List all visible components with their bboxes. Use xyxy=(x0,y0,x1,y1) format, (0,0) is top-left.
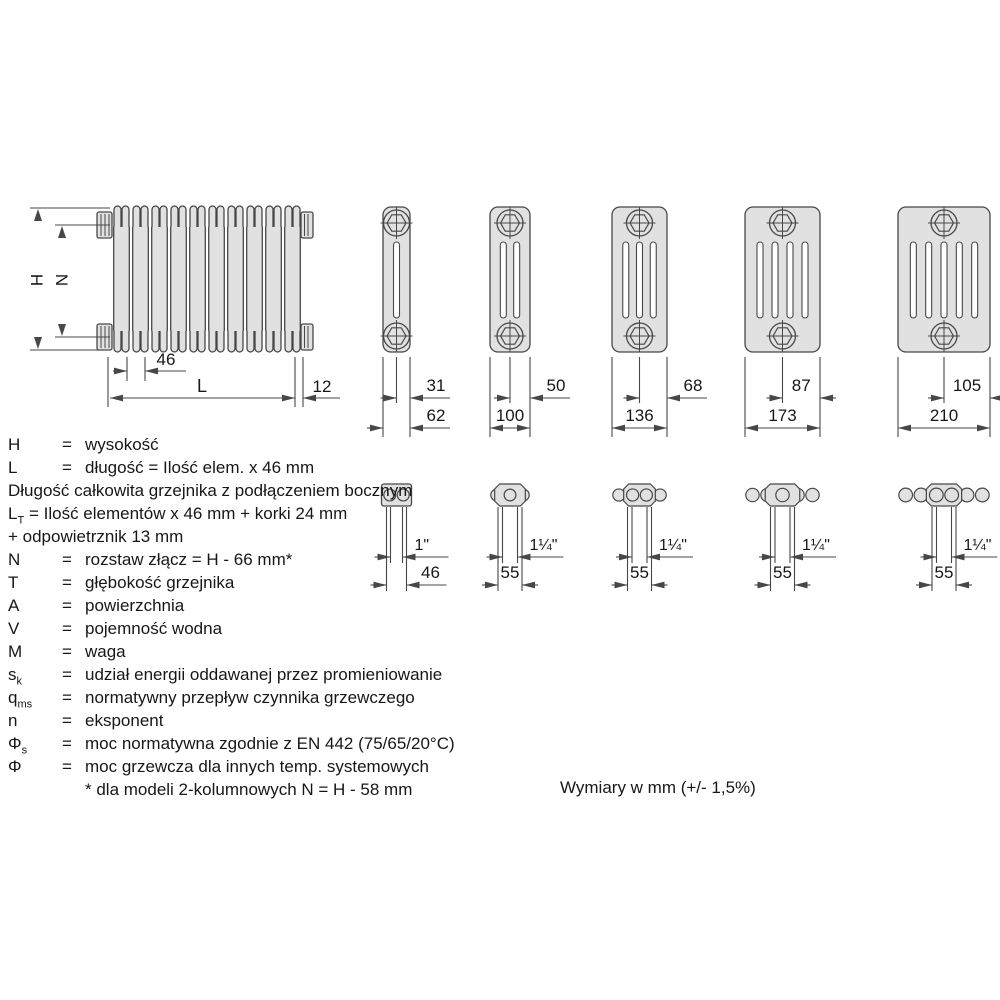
legend-text: Długość całkowita grzejnika z podłączeniem bocznym xyxy=(8,481,413,500)
full-depth-label: 173 xyxy=(768,406,797,425)
section-dims-3-col xyxy=(490,357,570,437)
legend-symbol: $q_{ms}$ xyxy=(8,688,33,711)
legend-description: eksponent xyxy=(85,711,164,730)
legend-row xyxy=(8,617,573,640)
legend-description: moc normatywna zgodnie z EN 442 (75/65/20°C) xyxy=(85,734,455,753)
legend-equals: = xyxy=(62,688,72,707)
legend-row xyxy=(8,778,573,801)
top-view-dims-4-col xyxy=(612,507,694,591)
radiator-element xyxy=(209,206,225,352)
legend-description: waga xyxy=(85,642,126,661)
legend-equals: = xyxy=(62,734,72,753)
legend-row xyxy=(8,594,573,617)
legend-symbol: n xyxy=(8,711,18,730)
radiator-element xyxy=(171,206,187,352)
legend-symbol: Φ xyxy=(8,757,22,776)
legend-description: udział energii oddawanej przez promieniowanie xyxy=(85,665,443,684)
legend-description: głębokość grzejnika xyxy=(85,573,235,592)
legend-symbol: M xyxy=(8,642,23,661)
legend xyxy=(8,433,573,801)
legend-symbol: $\Phi_s$ xyxy=(8,734,28,757)
section-dims-4-col xyxy=(612,357,707,437)
element-pitch-label: 55 xyxy=(934,563,954,582)
height-dim-label: H xyxy=(27,273,46,287)
legend-description: moc grzewcza dla innych temp. systemowych xyxy=(85,757,429,776)
front-view xyxy=(27,206,340,428)
legend-equals: = xyxy=(62,665,72,684)
legend-row xyxy=(8,709,573,732)
radiator-element xyxy=(114,206,130,352)
radiator-element xyxy=(247,206,263,352)
legend-equals: = xyxy=(62,458,72,477)
radiator-element xyxy=(228,206,244,352)
element-pitch-label: 55 xyxy=(630,563,649,582)
cross-section-4-col xyxy=(612,207,707,437)
legend-inline: $L_T$ = Ilość elementów x 46 mm + korki 24 mm xyxy=(8,504,348,527)
legend-text: * dla modeli 2-kolumnowych N = H - 58 mm xyxy=(85,780,413,799)
full-depth-label: 210 xyxy=(929,406,959,425)
element-pitch-label: 46 xyxy=(156,350,176,369)
radiator-element xyxy=(266,206,282,352)
element-pitch-label: 55 xyxy=(500,563,520,582)
section-dims-2-col xyxy=(367,357,450,437)
legend-row xyxy=(8,433,573,456)
top-view-dims-5-col xyxy=(755,507,837,591)
cross-section-3-col xyxy=(490,207,570,437)
legend-row xyxy=(8,640,573,663)
legend-description: pojemność wodna xyxy=(85,619,223,638)
radiator-element xyxy=(190,206,206,352)
top-view-4-col xyxy=(612,484,694,591)
legend-row xyxy=(8,456,573,479)
legend-description: powierzchnia xyxy=(85,596,185,615)
legend-description: normatywny przepływ czynnika grzewczego xyxy=(85,688,415,707)
legend-equals: = xyxy=(62,573,72,592)
radiator-element xyxy=(152,206,168,352)
legend-symbol: $s_k$ xyxy=(8,665,22,688)
right-end-plug xyxy=(301,212,313,238)
full-depth-label: 62 xyxy=(426,406,446,425)
legend-row xyxy=(8,686,573,709)
legend-row xyxy=(8,479,573,502)
connection-size-label: 1¼" xyxy=(963,537,992,554)
legend-row xyxy=(8,502,573,525)
legend-text: + odpowietrznik 13 mm xyxy=(8,527,184,546)
legend-equals: = xyxy=(62,711,72,730)
legend-row xyxy=(8,755,573,778)
legend-symbol: N xyxy=(8,550,21,569)
cross-section-5-col xyxy=(745,207,836,437)
half-depth-label: 50 xyxy=(546,376,566,395)
connection-size-label: 1¼" xyxy=(802,537,830,554)
legend-equals: = xyxy=(62,550,72,569)
legend-symbol: L xyxy=(8,458,18,477)
full-depth-label: 136 xyxy=(625,406,654,425)
legend-symbol: V xyxy=(8,619,20,638)
length-dim-label: L xyxy=(196,376,208,396)
connection-size-label: 1" xyxy=(414,537,430,554)
connection-size-label: 1¼" xyxy=(529,537,558,554)
legend-symbol: H xyxy=(8,435,21,454)
connection-size-label: 1¼" xyxy=(659,537,687,554)
legend-equals: = xyxy=(62,596,72,615)
legend-equals: = xyxy=(62,435,72,454)
legend-equals: = xyxy=(62,619,72,638)
legend-row xyxy=(8,732,573,755)
node-spacing-dim-label: N xyxy=(52,273,71,287)
legend-symbol: A xyxy=(8,596,20,615)
cross-section-6-col xyxy=(898,207,1000,437)
top-view-6-col xyxy=(899,484,998,591)
top-view-5-col xyxy=(746,484,836,591)
legend-equals: = xyxy=(62,757,72,776)
element-pitch-label: 46 xyxy=(421,563,440,582)
legend-description: rozstaw złącz = H - 66 mm* xyxy=(85,550,293,569)
legend-symbol: T xyxy=(8,573,19,592)
legend-description: długość = Ilość elem. x 46 mm xyxy=(85,458,315,477)
half-depth-label: 68 xyxy=(683,376,703,395)
legend-row xyxy=(8,548,573,571)
full-depth-label: 100 xyxy=(495,406,525,425)
legend-description: wysokość xyxy=(85,435,159,454)
half-depth-label: 87 xyxy=(791,376,811,395)
legend-equals: = xyxy=(62,642,72,661)
cross-section-2-col xyxy=(367,207,450,437)
element-pitch-label: 55 xyxy=(773,563,792,582)
radiator-element xyxy=(285,206,301,352)
radiator-element xyxy=(133,206,149,352)
dimensions-note: Wymiary w mm (+/- 1,5%) xyxy=(560,778,756,797)
right-end-plug xyxy=(301,324,313,350)
legend-row xyxy=(8,663,573,686)
front-bottom-dims xyxy=(108,350,340,428)
section-dims-6-col xyxy=(898,357,1000,437)
half-depth-label: 105 xyxy=(952,376,982,395)
top-view-dims-6-col xyxy=(916,507,998,591)
side-connection-label: 12 xyxy=(312,377,332,396)
legend-row xyxy=(8,525,573,548)
half-depth-label: 31 xyxy=(426,376,446,395)
section-dims-5-col xyxy=(745,357,836,437)
legend-row xyxy=(8,571,573,594)
